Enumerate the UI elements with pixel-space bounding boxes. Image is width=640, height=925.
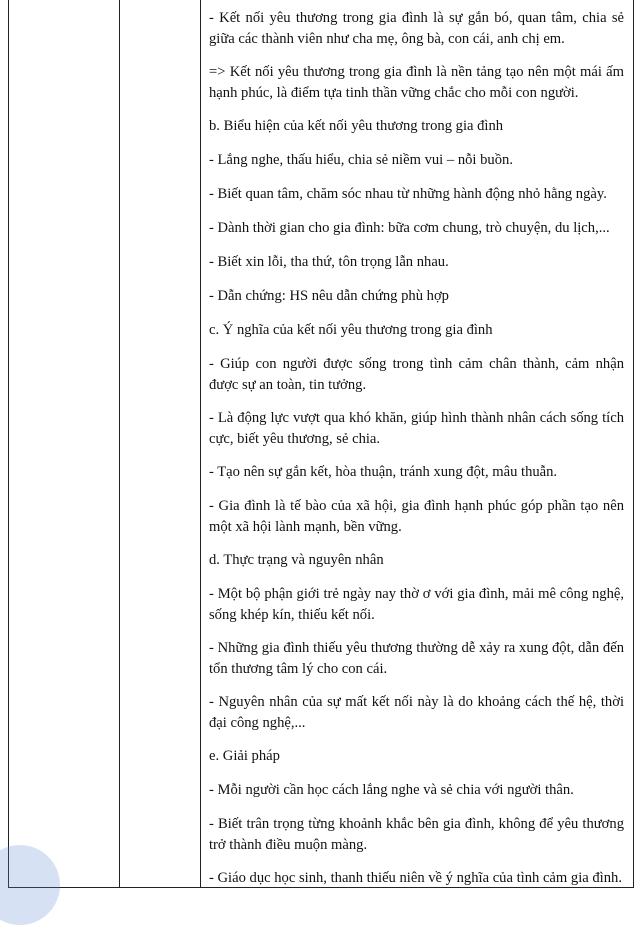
paragraph: - Kết nối yêu thương trong gia đình là sự gắn bó, quan tâm, chia sẻ giữa các thành viên như cha mẹ, ông bà, con cái, anh chị em. [209, 10, 624, 47]
paragraph: - Tạo nên sự gắn kết, hòa thuận, tránh xung đột, mâu thuẫn. [209, 464, 558, 480]
paragraph: - Gia đình là tế bào của xã hội, gia đình hạnh phúc góp phần tạo nên một xã hội lành mạnh, bền vững. [209, 498, 624, 535]
paragraph: - Nguyên nhân của sự mất kết nối này là do khoảng cách thế hệ, thời đại công nghệ,... [209, 694, 624, 731]
paragraph: - Giúp con người được sống trong tình cảm chân thành, cảm nhận được sự an toàn, tin tưởng. [209, 356, 624, 393]
section-heading: c. Ý nghĩa của kết nối yêu thương trong gia đình [209, 322, 493, 338]
paragraph: - Dẫn chứng: HS nêu dẫn chứng phù hợp [209, 288, 449, 304]
section-heading: d. Thực trạng và nguyên nhân [209, 552, 384, 568]
paragraph: - Dành thời gian cho gia đình: bữa cơm chung, trò chuyện, du lịch,... [209, 220, 610, 236]
paragraph: => Kết nối yêu thương trong gia đình là nền tảng tạo nên một mái ấm hạnh phúc, là điểm tựa tinh thần vững chắc cho mỗi con người. [209, 64, 624, 101]
table-column-part [120, 0, 201, 887]
paragraph: - Giáo dục học sinh, thanh thiếu niên về ý nghĩa của tình cảm gia đình. [209, 870, 622, 886]
section-heading: b. Biểu hiện của kết nối yêu thương trong gia đình [209, 118, 504, 134]
paragraph: - Là động lực vượt qua khó khăn, giúp hình thành nhân cách sống tích cực, biết yêu thương, sẻ chia. [209, 410, 624, 447]
table-column-content [201, 0, 632, 887]
paragraph: - Mỗi người cần học cách lắng nghe và sẻ chia với người thân. [209, 782, 574, 798]
table-column-question [9, 0, 120, 887]
paragraph: - Biết xin lỗi, tha thứ, tôn trọng lẫn nhau. [209, 254, 449, 270]
section-heading: e. Giải pháp [209, 748, 280, 764]
paragraph: - Lắng nghe, thấu hiểu, chia sẻ niềm vui – nỗi buồn. [209, 152, 513, 168]
paragraph: - Biết trân trọng từng khoảnh khắc bên gia đình, không để yêu thương trở thành điều muộn màng. [209, 816, 624, 853]
paragraph: - Biết quan tâm, chăm sóc nhau từ những hành động nhỏ hằng ngày. [209, 186, 607, 202]
paragraph: - Những gia đình thiếu yêu thương thường dễ xảy ra xung đột, dẫn đến tổn thương tâm lý cho con cái. [209, 640, 624, 677]
paragraph: - Một bộ phận giới trẻ ngày nay thờ ơ với gia đình, mải mê công nghệ, sống khép kín, thiếu kết nối. [209, 586, 624, 623]
answer-table [8, 0, 634, 888]
